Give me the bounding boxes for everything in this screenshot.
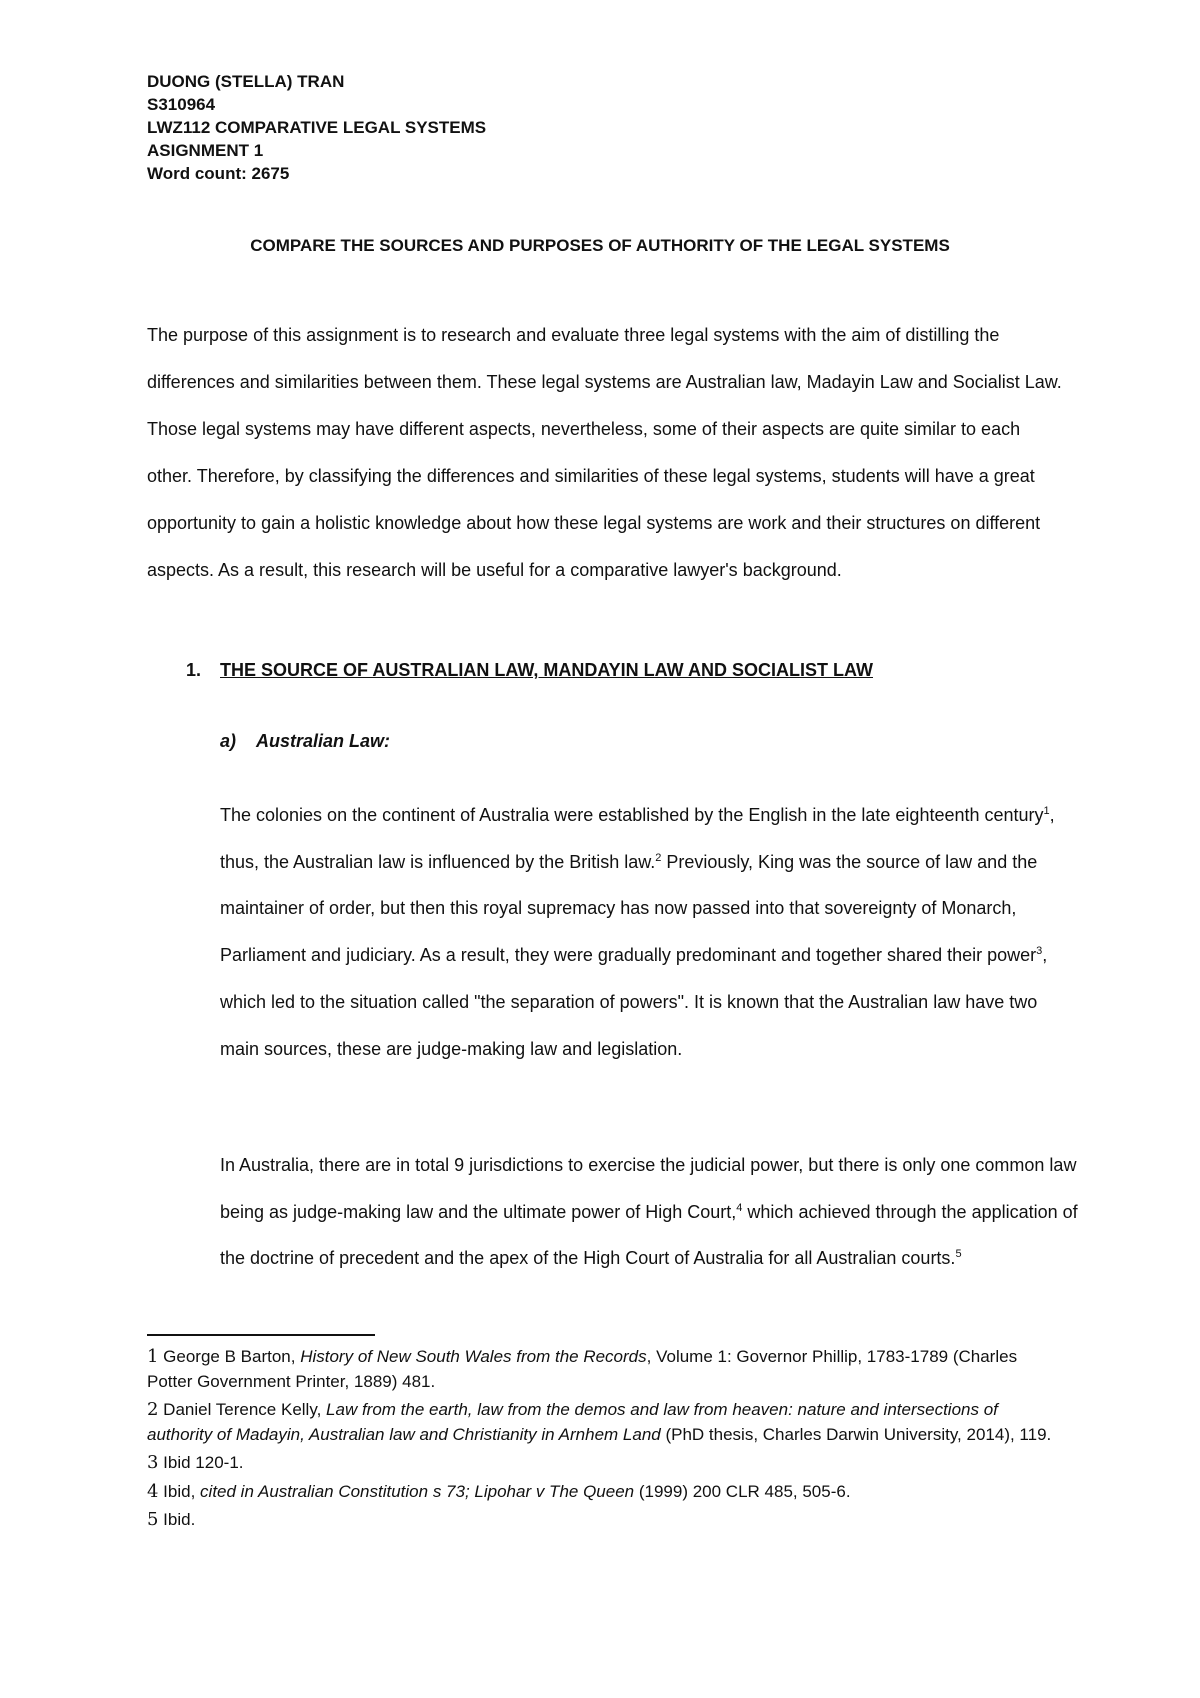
footnote-5 [147,1508,1067,1533]
document-header [147,70,486,185]
paragraph-text: In Australia, there are in total 9 jurisdictions to exercise the judicial power, but there is only one common law being as judge-making law and the ultimate power of High Court, [220,1155,1077,1222]
footnote-text: Ibid. [158,1510,196,1529]
footnote-ref-2[interactable]: 2 [655,851,662,864]
footnote-text: Ibid 120-1. [158,1453,244,1472]
footnote-number: 1 [147,1346,159,1367]
footnote-1 [147,1345,1067,1394]
footnote-text: George B Barton, [158,1347,301,1366]
footnote-2 [147,1398,1067,1447]
footnote-ref-3[interactable]: 3 [1036,945,1043,958]
footnote-text: Daniel Terence Kelly, [158,1400,327,1419]
footnote-separator [147,1334,375,1336]
footnote-number: 2 [147,1399,159,1420]
paragraph-text: which achieved through the application of the doctrine of precedent and the apex of the High Court of Australia for all Australian courts. [220,1201,1078,1269]
footnote-italic-text: Law from the earth, law from the demos and law from heaven: nature and intersections of authority of Madayin, Australian law and Christianity in Arnhem Land [147,1400,998,1444]
section-number: 1. [186,660,202,680]
footnote-text: (PhD thesis, Charles Darwin University, 2014), 119. [660,1424,1052,1444]
footnote-ref-5[interactable]: 5 [955,1248,962,1261]
subsection-heading-text: Australian Law: [256,731,391,751]
assignment-label: ASIGNMENT 1 [147,141,264,160]
subsection-letter: a) [220,731,237,751]
author-name: DUONG (STELLA) TRAN [147,72,345,91]
paragraph-text: Previously, King was the source of law and the maintainer of order, but then this royal supremacy has now passed into that sovereignty of Monarch, Parliament and judiciary. As a result, they were gradually predominant and together shared their power [220,851,1038,966]
footnote-number: 4 [147,1480,159,1502]
course-title: LWZ112 COMPARATIVE LEGAL SYSTEMS [147,118,487,137]
australian-law-paragraph-1 [220,792,1080,1072]
word-count: Word count: 2675 [147,164,290,183]
footnote-text: Ibid, [158,1481,201,1501]
footnote-ref-1[interactable]: 1 [1043,805,1050,817]
student-id: S310964 [147,95,216,114]
paragraph-text: The colonies on the continent of Australia were established by the English in the late eighteenth century [220,805,1044,825]
footnote-text: (1999) 200 CLR 485, 505-6. [634,1481,851,1501]
footnote-ref-4[interactable]: 4 [736,1201,743,1214]
paragraph-text: , which led to the situation called "the separation of powers". It is known that the Australian law have two main sources, these are judge-making law and legislation. [220,945,1048,1059]
australian-law-paragraph-2 [220,1142,1080,1282]
subsection-a-heading [220,731,390,752]
intro-paragraph: The purpose of this assignment is to research and evaluate three legal systems with the aim of distilling the differences and similarities between them. These legal systems are Australian law, Madayin Law and Socialist Law. Those legal systems may have different aspects, nevertheless, some of their aspects are quite similar to each other. Therefore, by classifying the differences and similarities of these legal systems, students will have a great opportunity to gain a holistic knowledge about how these legal systems are work and their structures on different aspects. As a result, this research will be useful for a comparative lawyer's background. [147,325,1062,580]
footnote-italic-text: History of New South Wales from the Records [300,1347,647,1366]
footnotes [147,1345,1067,1537]
footnote-3 [147,1451,1067,1476]
footnote-text: , Volume 1: Governor Phillip, 1783-1789 (Charles Potter Government Printer, 1889) 481. [147,1347,1018,1391]
section-1-heading [186,660,873,681]
document-title: COMPARE THE SOURCES AND PURPOSES OF AUTHORITY OF THE LEGAL SYSTEMS [250,236,950,255]
paragraph-text: , thus, the Australian law is influenced by the British law. [220,805,1055,872]
footnote-number: 5 [147,1509,159,1530]
footnote-4 [147,1480,1067,1505]
footnote-italic-text: cited in Australian Constitution s 73; Lipohar v The Queen [200,1481,635,1501]
section-heading-text: THE SOURCE OF AUSTRALIAN LAW, MANDAYIN LAW AND SOCIALIST LAW [220,660,873,680]
footnote-number: 3 [147,1452,159,1473]
